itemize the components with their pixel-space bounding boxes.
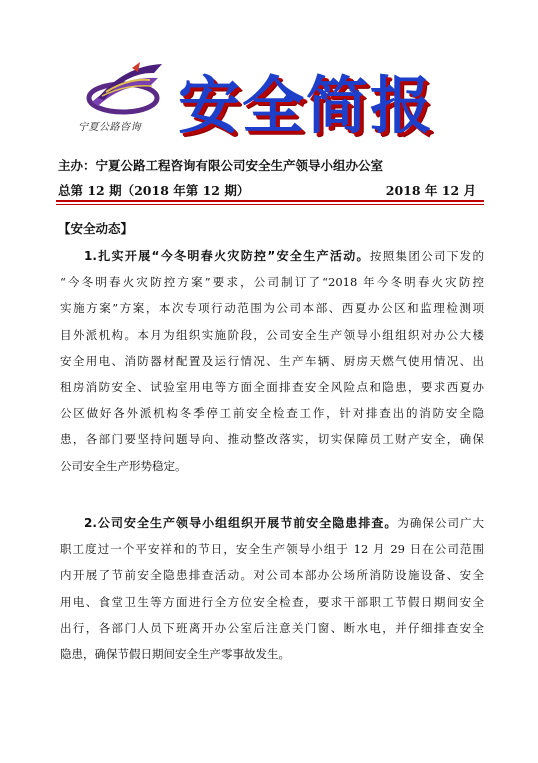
article-first-line [60,510,484,536]
article-1 [60,243,484,479]
issue-number: 总第 12 期（2018 年第 12 期） [58,183,250,198]
article-line: 内开展了节前安全隐患排查活动。对公司本部办公场所消防设施设备、安全 [60,568,484,583]
article-lead: 1.扎实开展“今冬明春火灾防控”安全生产活动。 [84,249,370,263]
article-first-line [60,243,484,269]
article-line: 隐患，确保节假日期间安全生产零事故发生。 [60,646,290,661]
article-line: 公区做好各外派机构冬季停工前安全检查工作，针对排查出的消防安全隐 [60,406,484,421]
section-heading: 【安全动态】 [58,221,134,236]
article-line: “今冬明春火灾防控方案”要求，公司制订了“2018 年今冬明春火灾防控 [60,275,484,290]
article-text: 为确保公司广大 [397,516,484,530]
issue-date: 2018 年 12 月 [385,183,476,198]
article-line: 用电、食堂卫生等方面进行全方位安全检查，要求干部职工节假日期间安全 [60,594,484,609]
article-line: 实施方案”方案，本次专项行动范围为公司本部、西夏办公区和监理检测项 [60,301,484,316]
article-line: 公司安全生产形势稳定。 [60,458,187,473]
newsletter-title: 安全简报 [178,69,435,142]
header-divider-thin [56,204,484,205]
article-line: 安全用电、消防器材配置及运行情况、生产车辆、厨房天燃气使用情况、出 [60,353,484,368]
article-line: 出行，各部门人员下班离开办公室后注意关门窗、断水电，并仔细排查安全 [60,620,484,635]
logo-caption: 宁夏公路咨询 [78,122,141,133]
sponsor-line: 主办：宁夏公路工程咨询有限公司安全生产领导小组办公室 [58,158,384,173]
article-line: 目外派机构。本月为组织实施阶段，公司安全生产领导小组组织对办公大楼 [60,327,484,342]
article-lead: 2.公司安全生产领导小组组织开展节前安全隐患排查。 [84,516,398,530]
article-line: 患，各部门要坚持问题导向、推动整改落实，切实保障员工财产安全，确保 [60,432,484,447]
header-divider [56,200,484,202]
masthead [0,0,538,150]
article-line: 租房消防安全、试验室用电等方面全面排查安全风险点和隐患，要求西夏办 [60,379,484,394]
article-2 [60,510,484,667]
article-line: 职工度过一个平安祥和的节日，安全生产领导小组于 12 月 29 日在公司范围 [60,542,484,557]
article-text: 按照集团公司下发的 [369,249,484,263]
